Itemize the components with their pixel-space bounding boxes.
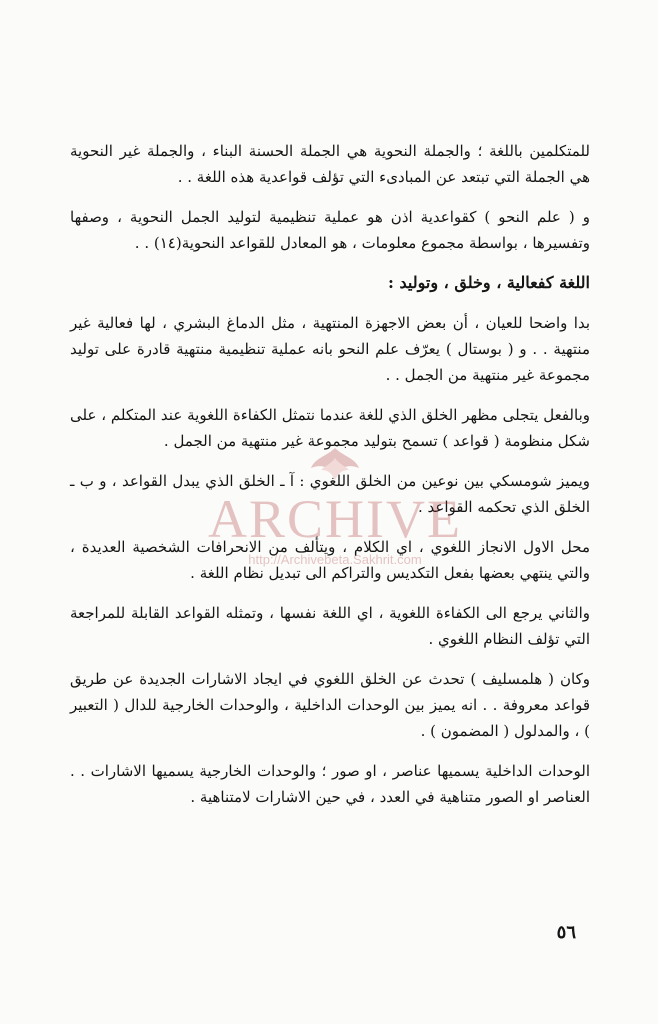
paragraph-3: بدا واضحا للعيان ، أن بعض الاجهزة المنتهية ، مثل الدماغ البشري ، لها فعالية غير منتهية . . و ( بوستال ) يعرّف علم النحو بانه عملية تنظيمية منتهية قادرة على توليد مجموعة غير منتهية من الجمل . . (70, 314, 590, 384)
page-number: ٥٦ (556, 922, 576, 943)
paragraph-9: الوحدات الداخلية يسميها عناصر ، او صور ؛ والوحدات الخارجية يسميها الاشارات . . العناصر او الصور متناهية في العدد ، في حين الاشارات لامتناهية . (70, 762, 590, 806)
paragraph-4: وبالفعل يتجلى مظهر الخلق الذي للغة عندما نتمثل الكفاءة اللغوية عند المتكلم ، على شكل منظومة ( قواعد ) تسمح بتوليد مجموعة غير منتهية من الجمل . (70, 406, 590, 450)
paragraph-7: والثاني يرجع الى الكفاءة اللغوية ، اي اللغة نفسها ، وتمثله القواعد القابلة للمراجعة التي تؤلف النظام اللغوي . (70, 604, 590, 648)
paragraph-5: ويميز شومسكي بين نوعين من الخلق اللغوي : آ ـ الخلق الذي يبدل القواعد ، و ب ـ الخلق الذي تحكمه القواعد . (70, 472, 590, 516)
paragraph-2: و ( علم النحو ) كقواعدية اذن هو عملية تنظيمية لتوليد الجمل النحوية ، وصفها وتفسيرها ، بواسطة مجموع معلومات ، هو المعادل للقواعد النحوية(١٤) . . (70, 208, 590, 252)
body-text (70, 138, 590, 820)
section-heading: اللغة كفعالية ، وخلق ، وتوليد : (388, 273, 590, 292)
watermark-title: ARCHIVE (208, 489, 462, 549)
paragraph-8: وكان ( هلمسليف ) تحدث عن الخلق اللغوي في ايجاد الاشارات الجديدة عن طريق قواعد معروفة . . انه يميز بين الوحدات الداخلية ، والوحدات الخارجية للدال ( التعبير ) ، والمدلول ( المضمون ) . (70, 670, 590, 740)
watermark-url: http://Archivebeta.Sakhrit.com (248, 552, 422, 567)
paragraph-6: محل الاول الانجاز اللغوي ، اي الكلام ، ويتألف من الانحرافات الشخصية العديدة ، والتي ينتهي بعضها بفعل التكديس والتراكم الى تبديل نظام اللغة . (70, 538, 590, 582)
paragraph-1: للمتكلمين باللغة ؛ والجملة النحوية هي الجملة الحسنة البناء ، والجملة غير النحوية هي الجملة التي تبتعد عن المبادىء التي تؤلف قواعدية هذه اللغة . . (70, 142, 590, 186)
